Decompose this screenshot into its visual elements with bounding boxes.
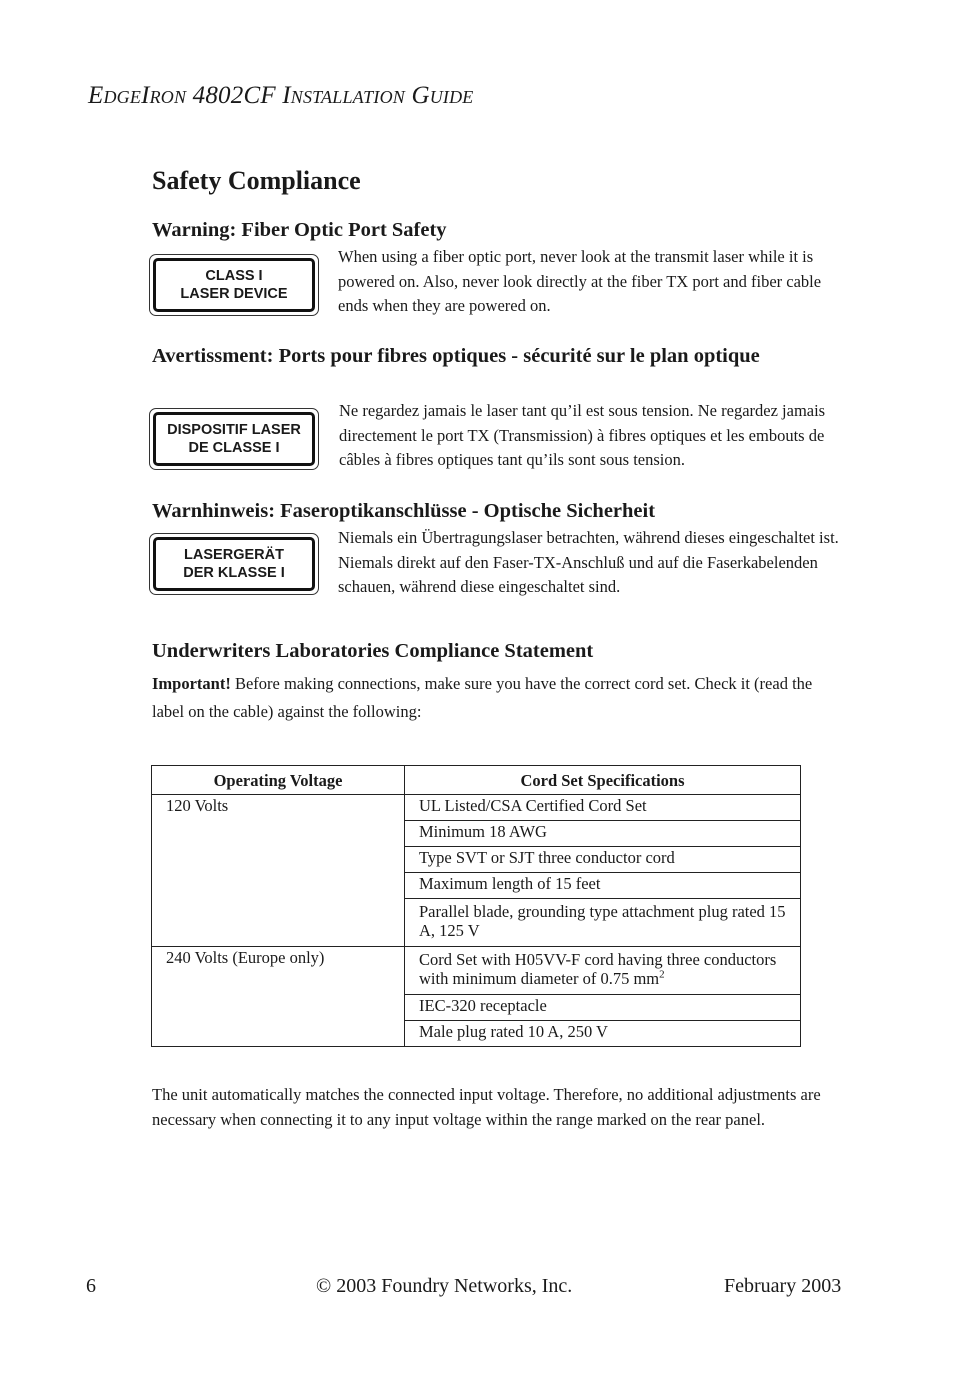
footer-copyright: © 2003 Foundry Networks, Inc.	[316, 1275, 573, 1297]
spec-cell: Male plug rated 10 A, 250 V	[405, 1021, 801, 1047]
closing-paragraph: The unit automatically matches the connected input voltage. Therefore, no additional adjustments are necessary when connecting it to any input voltage within the range marked on the rear panel.	[152, 1085, 821, 1129]
label-line-1: LASERGERÄT	[184, 547, 284, 563]
warning-heading-english: Warning: Fiber Optic Port Safety	[152, 219, 447, 241]
label-line-1: CLASS I	[205, 268, 263, 284]
page-number: 6	[86, 1275, 96, 1297]
important-label: Important!	[152, 674, 231, 693]
warning-text-english: When using a fiber optic port, never look at the transmit laser while it is powered on. Also, never look directly at the fiber TX port and fiber cable ends when they are powered on.	[338, 247, 822, 315]
spec-cell	[405, 947, 801, 995]
spec-cell: Minimum 18 AWG	[405, 821, 801, 847]
superscript: 2	[659, 968, 665, 981]
warning-heading-french: Avertissment: Ports pour fibres optiques - sécurité sur le plan optique	[152, 345, 760, 367]
important-text: Before making connections, make sure you have the correct cord set. Check it (read the label on the cable) against the following:	[152, 674, 813, 721]
page-title: Safety Compliance	[152, 166, 361, 195]
label-line-2: LASER DEVICE	[180, 286, 288, 302]
spec-cell: Parallel blade, grounding type attachment plug rated 15 A, 125 V	[405, 899, 801, 947]
label-line-2: DER KLASSE I	[183, 565, 285, 581]
laser-class-label-french	[149, 408, 319, 470]
table-header-row	[152, 766, 801, 795]
laser-class-label-german	[149, 533, 319, 595]
spec-cell: UL Listed/CSA Certified Cord Set	[405, 795, 801, 821]
laser-class-label-english	[149, 254, 319, 316]
ul-intro-paragraph	[152, 670, 842, 726]
column-header-voltage: Operating Voltage	[152, 766, 405, 795]
warning-heading-german: Warnhinweis: Faseroptikanschlüsse - Optische Sicherheit	[152, 500, 656, 522]
spec-cell: Maximum length of 15 feet	[405, 873, 801, 899]
warning-text-german: Niemals ein Übertragungslaser betrachten, während dieses eingeschaltet ist. Niemals direkt auf den Faser-TX-Anschluß und auf die Faserkabelenden schauen, während diese eingeschaltet sind.	[338, 528, 839, 596]
warning-text-french: Ne regardez jamais le laser tant qu’il est sous tension. Ne regardez jamais directement le port TX (Transmission) à fibres optiques et les embouts de câbles à fibres optiques tant qu’ils sont sous tension.	[339, 401, 826, 469]
voltage-cell: 240 Volts (Europe only)	[152, 947, 405, 1047]
cord-set-table	[151, 765, 801, 1047]
footer-date: February 2003	[724, 1275, 842, 1297]
spec-cell: Type SVT or SJT three conductor cord	[405, 847, 801, 873]
table-row	[152, 947, 801, 995]
spec-cell: IEC-320 receptacle	[405, 995, 801, 1021]
label-line-2: DE CLASSE I	[188, 440, 280, 456]
voltage-cell: 120 Volts	[152, 795, 405, 947]
label-line-1: DISPOSITIF LASER	[167, 422, 301, 438]
ul-heading: Underwriters Laboratories Compliance Statement	[152, 640, 594, 662]
column-header-specifications: Cord Set Specifications	[405, 766, 801, 795]
running-header: EdgeIron 4802CF Installation Guide	[88, 82, 474, 109]
spec-text: Cord Set with H05VV-F cord having three conductors with minimum diameter of 0.75 mm	[419, 950, 777, 988]
table-row	[152, 795, 801, 821]
